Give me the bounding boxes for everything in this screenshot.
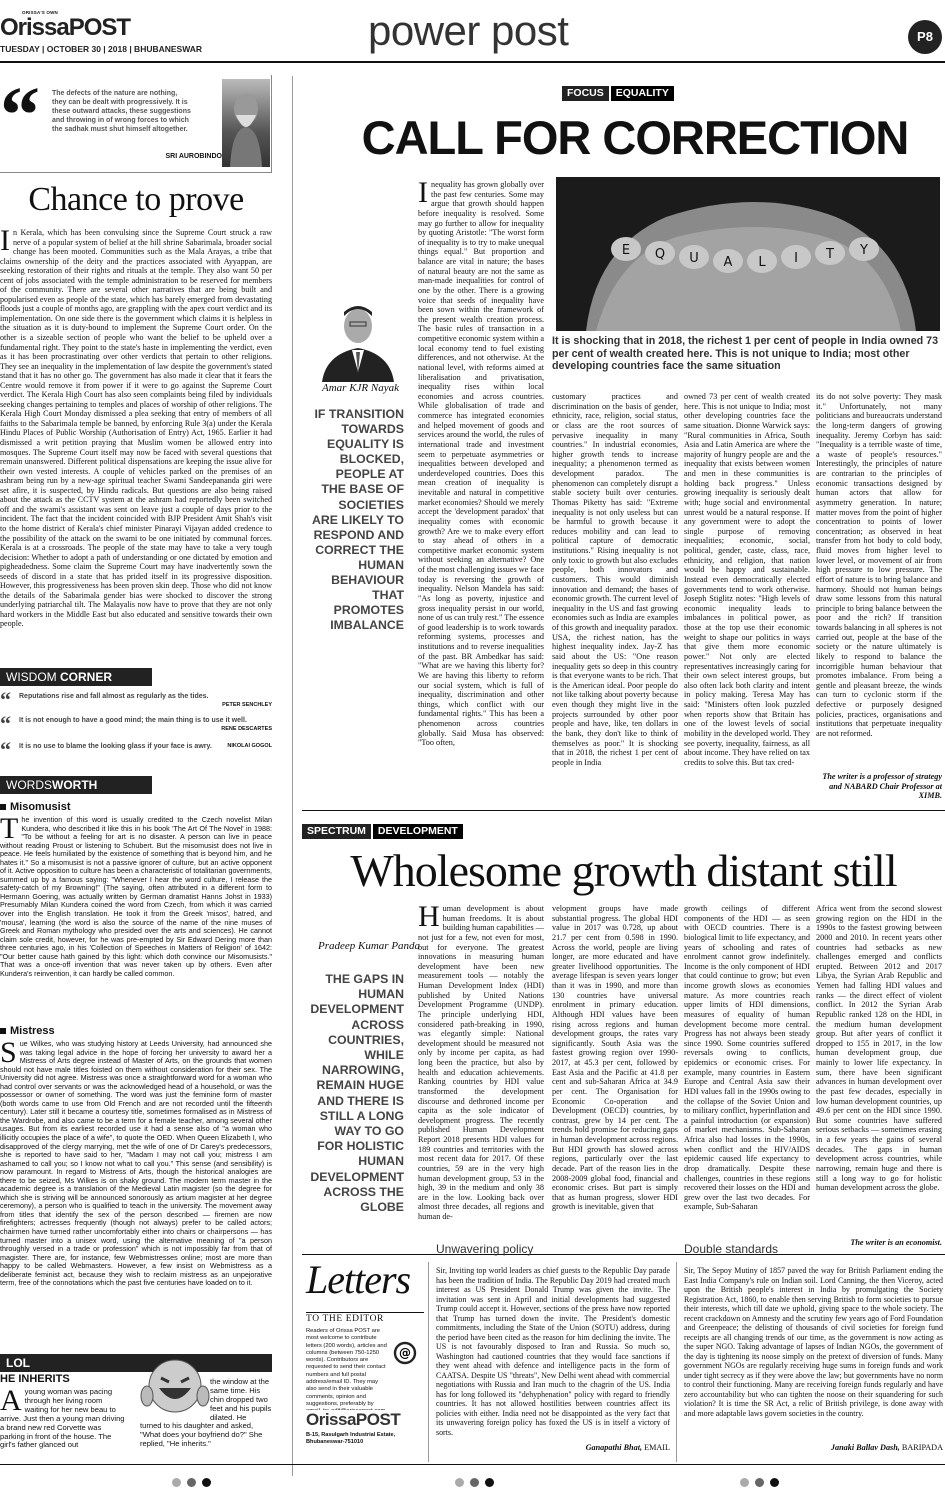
wisdom-author: RENE DESCARTES — [221, 726, 272, 732]
spectrum-col1-text: Human development is about human freedoms. It is about building human capabilities — not just for a few, not even for most, but for everyone. The greatest innovations in measuring human development have been new measurement tools — notably the Human Development Index (HDI) published by United Nations Development Programme (UNDP). The principle underlying HDI, considered path-breaking in 1990, was elegantly simple: National development should be measured not only by income per capita, as had long been the practice, but also by health and education achievements. Ranking countries by HDI value transformed the development discourse and dethroned income per capita as the sole indicator of development progress. The recently published Human Development Report 2018 presents HDI values for 189 countries and territories with the most recent data for 2017. Of these countries, 59 are in the very high human development group, 53 in the high, 39 in the medium and only 38 are in the low. Looking back over almost three decades, all regions and human de- — [418, 904, 544, 1221]
knuckle-letter: I — [794, 251, 798, 266]
wisdom-text: It is not enough to have a good mind; the main thing is to use it well. — [19, 717, 247, 724]
email-at-icon — [390, 1340, 420, 1366]
lol-text-right-b: turned to his daughter and asked, "What does your boyfriend do?" She replied, "He inherits." — [140, 1422, 263, 1448]
letter-divider — [676, 1262, 677, 1462]
sri-aurobindo-portrait — [222, 79, 270, 167]
masthead-rule — [0, 61, 945, 63]
word-definition — [0, 1040, 272, 1340]
letters-address: B-15, Rasulgarh Industrial Estate, Bhubaneswar-751010 — [306, 1432, 396, 1445]
letters-invite: Readers of Orissa POST are most welcome to contribute letters (200 words), articles and columns (between 750-1250 words). Contributors are requested to send their contact numbers and full postal address/email ID. They may also send in their valuable comments, opinion and suggestions, preferably by — [306, 1328, 387, 1407]
spectrum-col2-text: velopment groups have made substantial progress. The global HDI value in 2017 was 0.728, up about 21.7 per cent from 0.598 in 1990. Across the world, people are living longer, are more educated and have greater livelihood opportunities. The average lifespan is seven years longer than it was in 1990, and more than 130 countries have universal enrolment in primary education. Although HDI values have been rising across regions and human development groups, the rates vary significantly. South Asia was the fastest growing region over 1990-2017, at 45.3 per cent, followed by East Asia and the Pacific at 41.8 per cent and sub-Saharan Africa at 34.9 per cent. The Organisation for Economic Co-operation and Development (OECD) countries, by contrast, grew by 14 per cent. The trends hold promise for reducing gaps in human development across regions. But HDI growth has slowed across regions, particularly over the last decade. Part of the reason lies in the 2008-2009 global food, financial and economic crises. But part is simply that as human progress, slower HDI growth is inevitable, given that — [552, 904, 678, 1212]
knuckle-letter: T — [826, 247, 834, 262]
letter-signature — [436, 1443, 670, 1452]
wordsworth-title-a: WORDS — [6, 778, 52, 792]
dot-icon — [770, 1478, 779, 1487]
word-title: Misomusist — [10, 801, 71, 813]
focus-column-3 — [684, 392, 810, 798]
author-photo-nayak — [318, 292, 398, 382]
letters-brand: OrissaPOST — [306, 1410, 401, 1429]
quote-box — [0, 72, 272, 173]
focus-column-1 — [418, 180, 544, 798]
lol-paragraph: Ayoung woman was pacing through her living room waiting for her new beau to arrive. Just then a young man driving a brand new red Corvette was parking in front of the house. The girl's father glanced out — [0, 1388, 125, 1450]
wisdom-item-body — [19, 692, 272, 710]
page-number-badge: P8 — [908, 20, 942, 54]
dot-icon — [455, 1478, 464, 1487]
tag-spectrum: SPECTRUM — [302, 824, 371, 839]
knuckle-letter: Q — [654, 247, 666, 262]
letter-title: Unwavering policy — [436, 1242, 534, 1256]
svg-text:@: @ — [399, 1346, 411, 1360]
letter-divider — [428, 1262, 429, 1462]
letter-body: Sir, The Sepoy Mutiny of 1857 paved the way for British Parliament ending the East India Company's rule on Indian soil. Lord Canning, the then Viceroy, acted upon the British people's interest in India by promulgating the Society Registration Act, 1860, to enable then serving British to form societies to pursue their interests, which till date we uphold, giving space to the whole society. The recent crackdown on Amnesty and the scrutiny few years ago of Ford Foundation and Greenpeace; the delisting of thousands of civil societies for foreign fund receipts are all changing trends of our time, as the government is now acting as the super NGO. Taking advantage of lapses of Indian NGOs, the government of the day is tightening its noose simply on the pretext of diversion of funds. Many government NGOs are regularly receiving huge sums in foreign funds and work under tight secrecy as if they were above the law; but governments have no norm to control their functioning. Many are receiving foreign funds regularly and have zero accountability but who can tighten the noose on their squandering for such violation? It is time the SR Act, a relic of British privilege, is done away with and more adaptable laws govern societies in the country. — [684, 1266, 943, 1418]
tag-development: DEVELOPMENT — [373, 824, 463, 839]
laughing-emoji-icon — [135, 1352, 215, 1416]
word-text: The invention of this word is usually credited to the Czech novelist Milan Kundera, who described it like this in his book 'The Art Of The Novel' in 1988: "To be without a feeling for art is no disaster. A person can live in peace without reading Proust or listening to Schubert. But the misomusist does not live in peace. He feels humiliated by the existence of something that is beyond him, and he hates it." So a misomusist is not a passive ignorer of culture, but an active opponent of it. Active opposition to culture has been a characteristic of totalitarian governments, summed up by a famous saying: "Whenever I hear the word culture, I release the safety-catch of my Browning!" (The saying, often attributed in a different form to Hermann Goering, was actually written by German dramatist Hanns Johst in 1933) Presumably Milan Kundera coined the word from Czech, from which it was carried over into the English translation. He took it from the Greek 'misos', hatred, and 'mousa', learning (the word is also the source of the name of the nine muses of Greek and Roman mythology who presided over the arts and sciences). He cannot claim sole credit, however, for he was pre-empted by Sir Edward Dering more than three centuries ago, in his 'Collection of Speeches in Matters of Religion' of 1642: "Our better cause hath gained by this light: which doth convince our Misomusists." That was a once-off invention that was never taken up by others. Even after Kundera's reinvention, it can hardly be called common. — [0, 816, 272, 978]
lol-text-right-a: the window at the same time. His chin dropped two feet and his pupils dilated. He — [210, 1378, 272, 1422]
quote-author: SRI AUROBINDO — [165, 153, 222, 160]
masthead — [0, 0, 945, 70]
equality-fists-image — [556, 177, 940, 331]
wisdom-title-a: WISDOM — [6, 670, 60, 684]
editorial-paragraph: In Kerala, which has been convulsing since the Supreme Court struck a raw nerve of a popular system of belief at the hill shrine Sabarimala, broader social change has been mooted. Communities such as the Mala Arayas, a tribe that claims ownership of the deity and the practices associated with Ayyappan, are seeking restoration of their rights and rituals at the temple. They also want 50 per cent of jobs associated with the temple administration to be reserved for members of the community. There are several other narratives that are being built and popularised even as people of the state, which has barely emerged from devastating floods just a couple of months ago, are grappling with the apex court verdict and its implementation. On one side there is the government which claims it is helpless in the situation as it is duty-bound to implement the Supreme Court order. On the other is a sizeable section of people who want the belief to be upheld over a fundamental right. They point to the state's haste in implementing the verdict, even as it has been procrastinating over other verdicts that pertain to other religions. They see an inequality in the implementation of law despite the government's stated stand that it has no other go. The government has also made it clear that it fears the Centre would remove it from power if it were to go against the Supreme Court verdict. The Kerala High Court has also seen complaints being filed by individuals seeking changes pertaining to temples and places of worship of other religions. The Kerala High Court Monday dismissed a plea seeking that entry of members of all faiths to the Sabarimala temple be banned, by enforcing Rule 3(a) under the Kerala Hindu Places of Public Worship (Authorisation of Entry) Act, 1965. Earlier it had dismissed a writ petition praying that Muslim women be allowed entry into mosques. The Supreme Court itself may now be faced with several questions that remain unanswered. Different political dispensations are keeping the issue alive for their own vested interests. A couple of vehicles parked on the premises of an ashram being run by a new-age spiritual teacher Swami Sandeepananda giri were set afire, it is suspected, by Hindu radicals. But questions are also being raised about the attack as the CCTV system at the ashram had reportedly been switched off and the swami's assistant was sent on leave just a couple of days prior to the incident. The fact that the incident coincided with BJP President Amit Shah's visit to the home district of Kerala's chief minister Pinarayi Vijayan added credence to the possibility of the attack on the swami to be one initiated by communal forces. Kerala is at a crossroads. The people of the state may have to take a very tough decision: Whether to adopt a path of understanding or one dictated by emotion and pigheadedness. Some claim the Supreme Court may have inadvertently sown the seeds of discord in a state that has prided itself in its progressive disposition. However, this progressiveness has been proven skin deep. Those who did not know the details of the Sabarimala gender bias were shocked to discover the strong underlying patriarchal tilt. The Malayalis now have to prove that they are not only hard workers in the Middle East but also educated and sensitive towards their own people. — [0, 228, 272, 629]
wisdom-author: NIKOLAI GOGOL — [227, 743, 272, 749]
wisdom-item-body — [19, 742, 272, 751]
word-definition — [0, 816, 272, 1024]
dot-icon — [485, 1478, 494, 1487]
lol-text-left — [0, 1388, 128, 1456]
section-divider — [302, 810, 945, 811]
focus-headline: CALL FOR CORRECTION — [361, 111, 909, 164]
knuckle-letter: Y — [860, 243, 868, 258]
word-text: Sue Wilkes, who was studying history at Leeds University, had announced she was taking legal advice in the hope of forcing her university to award her a Mistress of Arts degree instead of Master of Arts, on the grounds that women should not have male titles foisted on them without consideration for their sex. The University did not agree. Mistress was once a straightforward word for a woman who had control over servants or was the acknowledged head of a household, or was the possessor or owner of something. The word was just the feminine form of master (both words came to use from Old French and are not recorded until the fifteenth century). Later still it became a courtesy title, sometimes formalised as in Mistress of the Wardrobe, and also came to be a term for a female teacher, among several other usages. But from its earliest recorded use it had a sense also of "a woman who illicitly occupies the place of a wife", to quote the OED. When Queen Elizabeth I, who disapproved of the clergy marrying, met the wife of one of Dr Carey's predecessors, she is reported to have said to her, "Madam I may not call you; mistress I am ashamed to call you; so I know not what to call you." This sense (and sensibility) is now paramount. In regard to Mistress of Arts, though the historical analogies are there to be seized, Ms Wilkes is on shaky ground. The modern term master in the academic degree is a translation of the Medieval Latin magister (so the degree for which she is striving will be announced sonorously as artium magister at her degree ceremony), a person who is qualified to teach in the university. The movement away from titles that identify the sex of the person described — firemen are now firefighters; actresses frequently (though not always) prefer to be called actors; chairmen have turned rather uncomfortably either into chairs or chairpersons — has turned master into a unisex word, using the alternative meaning of "a person throughly versed in a trade or profession" which is not impossibly far from that of magister. There are, for instance, few Webmistresses online; most are more than happy to be called Webmasters. However, a few insist on Webmistress as a deliberate feminist act, because they wish to reclaim mistress as an unpejorative term, free of the connotations which the past five centuries have loaded on to it. — [0, 1040, 272, 1288]
footer-dots-icon — [740, 1478, 779, 1487]
knuckle-letter: U — [689, 251, 699, 266]
spectrum-column-2 — [552, 904, 678, 1250]
tag-focus: FOCUS — [562, 86, 609, 101]
wisdom-text: Reputations rise and fall almost as regularly as the tides. — [19, 693, 209, 700]
brand-logo: OrissaPOST — [0, 14, 131, 41]
dot-icon — [740, 1478, 749, 1487]
author-name: Amar KJR Nayak — [322, 382, 399, 394]
dot-icon — [755, 1478, 764, 1487]
wisdom-list — [0, 687, 272, 766]
wisdom-item-body — [19, 716, 272, 734]
spectrum-column-4 — [816, 904, 942, 1238]
dateline: TUESDAY | OCTOBER 30 | 2018 | BHUBANESWAR — [0, 44, 203, 54]
dot-icon — [187, 1478, 196, 1487]
letters-title: Letters — [306, 1257, 411, 1302]
spectrum-writer-note: The writer is an economist. — [850, 1238, 942, 1247]
image-caption: It is shocking that in 2018, the richest 1 per cent of people in India owned 73 per cent of wealth created here. This is not unique to India; most other developing countries face the same situation — [552, 335, 939, 373]
quote-mark-icon: “ — [0, 711, 11, 736]
focus-column-4 — [816, 392, 942, 772]
quote-mark-icon: “ — [0, 687, 11, 712]
letter-body: Sir, Inviting top world leaders as chief guests to the Republic Day parade has been the tradition of India. The Republic Day 2019 had created much interest as US President Donald Trump was given the invite. The invitation was sent in April and initial developments had suggested Trump could accept it. However, sections of the press have now reported that Trump has turned down the invite. The President's domestic commitments, including the State of the Union (SOTU) address, during the period have been cited as the reason for him declining the invite. The US is not favourably disposed to Iran and Russia. So much so, Washington had cautioned countries that they would face sanctions if they went ahead with defence and intelligence pacts in the form of CAATSA. Despite US "threats", New Delhi went ahead with commercial negotiations with Russia and Iran much to the chagrin of the US. India has for long followed its "dehyphenation" policy with regard to friendly countries. It has not allowed hostilities between countries affect its policies with either. India need not be disappointed as the very fact that its unwavering foreign policy has foxed the US is in itself a victory of sorts. — [436, 1266, 670, 1437]
focus-col4-text: its do not solve poverty: They mask it." Unfortunately, not many politicians and bureaucrats understand the long-term dangers of growing inequality. Jeremy Corbyn has said: "Inequality is a terrible waste of time, a waste of people's resources." Interestingly, the principles of nature are contrarian to the principles of economic transactions designed by human actors that allow for asymmetry generation. In nature; matter moves from the point of higher concentration to points of lower concentration; as observed in heat transfer from hot body to cold body, fluid moves from higher level to lower level, or movement of air from high pressure to low pressure. The effort of nature is to bring balance and harmony. Should not human beings draw some lessons from this natural principle to bring balance between the poor and the rich? If transition towards balancing in all spheres is not carried out, people at the base of the society or the nature ultimately is likely to respond to balance the incorrigible human behaviour that promotes imbalance. From being a gentle and pleasant breeze, the winds can turn to cyclonic storm if the defective or purposely designed policies, practices, organisations and institutions that perpetuate inequality are not reformed. — [816, 392, 942, 738]
focus-col3-text: owned 73 per cent of wealth created here. This is not unique to India; most other developing countries face the same situation. Dionne Warwick says: "Rural communities in Africa, South Asia and Latin America are where the majority of hungry people are and the inequality that exists between women and men in these communities is holding back progress." Unless growing inequality is seriously dealt with; huge social and environmental unrest would be a natural response. If any government were to adopt the single purpose of removing inequalities; economic, social, political, gender, caste, class, race, ethnicity, and religion, that nation would be happy and sustainable. Instead even democratically elected governments tend to work otherwise. Joseph Stiglitz notes: "High levels of economic inequality leads to imbalances in political power, as those at the top use their economic weight to shape our politics in ways that give them more economic power." Not only are elected representatives increasingly caring for their own select interest groups, but also often lack both clarity and intent in policy making. Teresa May has said: "Ministers often look puzzled when reports show that Britain has one of the lowest levels of social mobility in the developed world. They see poverty, inequality, fairness, as all about income. They have relied on tax credits to solve this. But tax cred- — [684, 392, 810, 767]
letter-place: EMAIL — [644, 1443, 670, 1452]
word-heading-misomusist — [0, 801, 71, 813]
lol-title: LOL — [6, 1356, 30, 1370]
spectrum-col4-text: Africa went from the second slowest growing region on the HDI in the 1990s to the fastest growing between 2000 and 2010. In recent years other countries had setbacks as new challenges emerged and conflicts erupted. Between 2012 and 2017 Libya, the Syrian Arab Republic and Yemen had falling HDI values and ranks — the direct effect of violent conflict. In 2012 the Syrian Arab Republic ranked 128 on the HDI, in the medium human development group. But after years of conflict it dropped to 155 in 2017, in the low human development group, due mainly to lower life expectancy. In sum, there have been significant advances in human development over the past few decades, especially in low human development countries, up 49.6 per cent on the HDI since 1990. But some countries have suffered serious setbacks — sometimes erasing in a few years the gains of several decades. The gaps in human development across countries, while narrowing, remain huge and there is still a long way to go for holistic human development across the globe. — [816, 904, 942, 1193]
spectrum-headline: Wholesome growth distant still — [350, 845, 897, 896]
wisdom-author: PETER SENCHLEY — [222, 702, 272, 708]
quote-mark-icon: “ — [0, 737, 11, 762]
letter-sign: Ganapathi Bhat, — [585, 1443, 643, 1452]
footer-dots-icon — [172, 1478, 211, 1487]
wordsworth-header — [0, 776, 152, 794]
word-title: Mistress — [10, 1025, 55, 1037]
knuckle-letter: E — [621, 243, 631, 258]
wisdom-title-b: CORNER — [60, 670, 113, 684]
spectrum-col3-text: growth ceilings of different components of the HDI — as seen with OECD countries. There is a biological limit to life expectancy, and years of schooling and rates of enrolment cannot grow indefinitely. Income is the only component of HDI that could continue to grow; but even income growth slows as economies mature. As more countries reach upper limits of HDI dimensions, measures of equality of human development become more central. Progress has not always been steady since 1990. Some countries suffered reversals owing to conflicts, epidemics or economic crises. For example, many countries in Eastern Europe and Central Asia saw their HDI values fall in the 1990s owing to the collapse of the Soviet Union and to military conflict, hyperinflation and a painful introduction (or expansion) of market mechanisms. Sub-Saharan Africa also had losses in the 1990s, when conflict and the HIV/AIDS epidemic caused life expectancy to drop dramatically. Despite these challenges, countries in these regions recovered their losses on the HDI and grew over the last two decades. For example, Sub-Saharan — [684, 904, 810, 1212]
spectrum-pull-quote: THE GAPS IN HUMAN DEVELOPMENT ACROSS COUNTRIES, WHILE NARROWING, REMAIN HUGE AND THERE IS STILL A LONG WAY TO GO FOR HOLISTIC HUMAN DEVELOPMENT ACROSS THE GLOBE — [310, 972, 404, 1215]
bullet-icon — [0, 1028, 6, 1034]
spectrum-column-3 — [684, 904, 810, 1250]
footer-rule — [0, 1464, 945, 1465]
spectrum-column-1 — [418, 904, 544, 1250]
editorial-body — [0, 228, 272, 654]
wisdom-item — [0, 711, 272, 742]
letter-title: Double standards — [684, 1242, 779, 1256]
focus-tag — [562, 86, 674, 101]
wisdom-item — [0, 737, 272, 766]
letter-place: BARIPADA — [901, 1443, 943, 1452]
focus-col2-text: customary practices and discrimination on the basis of gender, ethnicity, race, religion, social status, or class are the root sources of pervasive inequality in many countries." In industrial economies, higher growth tends to increase inequality; a phenomenon termed as development paradox. The phenomenon can completely disrupt a stable society built over centuries. Thomas Piketty has said: "Extreme inequality is not only useless but can be harmful to growth because it reduces mobility and can lead to political capture of democratic institutions." Rising inequality is not only toxic to growth but also excludes people, both innovators and customers. This would diminish innovation and demand; the bases of economic growth. The current level of inequality in the US and fast growing economies such as India are examples of this growth and inequality paradox. USA, the richest nation, has the highest inequality index. Jay-Z has said about the US: "One reason inequality gets so deep in this country is that everyone wants to be rich. That is the American ideal. Poor people do not like talking about poverty because even though they might live in the projects surrounded by other poor people and have, like, ten dollars in the bank, they don't like to think of themselves as poor." It is shocking that in 2018, the richest 1 per cent of people in India — [552, 392, 678, 767]
section-title: power post — [368, 7, 569, 54]
knuckle-letter: L — [758, 255, 766, 270]
wisdom-text: It is no use to blame the looking glass if your face is awry. — [19, 743, 212, 750]
letter-signature — [684, 1443, 943, 1452]
brand-small: ORISSA'S OWN — [22, 10, 58, 15]
wisdom-corner-header — [0, 668, 152, 686]
tag-equality: EQUALITY — [611, 86, 674, 101]
dot-icon — [172, 1478, 181, 1487]
letters-subtitle: TO THE EDITOR — [306, 1312, 424, 1324]
column-divider — [292, 76, 293, 1476]
dot-icon — [470, 1478, 479, 1487]
editorial-headline: Chance to prove — [28, 181, 244, 218]
quote-mark-icon: “ — [0, 72, 40, 160]
footer-dots-icon — [455, 1478, 494, 1487]
quote-text: The defects of the nature are nothing, they can be dealt with progressively. It is these outward attacks, these suggestions and throwing in of wrong forces to which the sadhak must shut himself altogether. — [52, 90, 191, 133]
word-heading-mistress — [0, 1025, 55, 1037]
spectrum-tag — [302, 824, 463, 839]
wordsworth-title-b: WORTH — [52, 778, 98, 792]
spectrum-author: Pradeep Kumar Panda — [318, 940, 421, 952]
wisdom-item — [0, 687, 272, 716]
letter-sign: Janaki Ballav Dash, — [830, 1443, 900, 1452]
focus-writer-note: The writer is a professor of strategy and NABARD Chair Professor at XIMB. — [822, 772, 942, 801]
focus-col1-text: Inequality has grown globally over the past few centuries. Some may argue that growth should happen before inequality is resolved. Some may go further to allow for inequality by quoting Aristotle: "The worst form of inequality is to try to make unequal things equal." But proportion and balance are vital in nature; the bases of natural beauty are not the same as man-made inequalities for control of one by the other. There is a growing voice that seeds of inequality have been sown within the framework of the present wealth creation process. The basic rules of transaction in a competitive economic system within a local economy tend to fuel existing differences, and not otherwise. At the national level, with reforms aimed at liberalisation and privatisation, inequality rises within local economies and across countries. While globalisation of trade and commerce has integrated economies and helped movement of goods and services around the world, the rules of international trade and investment seem to perpetuate asymmetries or inequalities between developed and underdeveloped countries. Does this mean creation of inequality is inevitable and natural in competitive market economies? Should we merely accept the 'development paradox' that inequality comes with economic growth? Are we to make every effort to stay ahead of others in a competitive market economic system without seeking an alternative? One of the most challenging issues we face today is reversing the growth of inequality. Nelson Mandela has said: "As long as poverty, injustice and gross inequality persist in our world, none of us can truly rest." The essence of good leadership is to work towards reforming systems, processes and institutions and to reverse inequalities of the past. BR Ambedkar has said: "What are we having this liberty for? We are having this liberty to reform our social system, which is full of inequality, discrimination and other things, which conflict with our fundamental rights." This has been a phenomenon across countries globally. Said Musa has observed: "Too often, — [418, 180, 544, 748]
pull-quote: IF TRANSITION TOWARDS EQUALITY IS BLOCKED, PEOPLE AT THE BASE OF SOCIETIES ARE LIKELY TO RESPOND AND CORRECT THE HUMAN BEHAVIOUR THAT PROMOTES IMBALANCE — [311, 407, 404, 633]
focus-column-2 — [552, 392, 678, 798]
knuckle-letter: A — [723, 255, 733, 270]
lol-headline: HE INHERITS — [0, 1373, 70, 1385]
dot-icon — [202, 1478, 211, 1487]
bullet-icon — [0, 804, 6, 810]
